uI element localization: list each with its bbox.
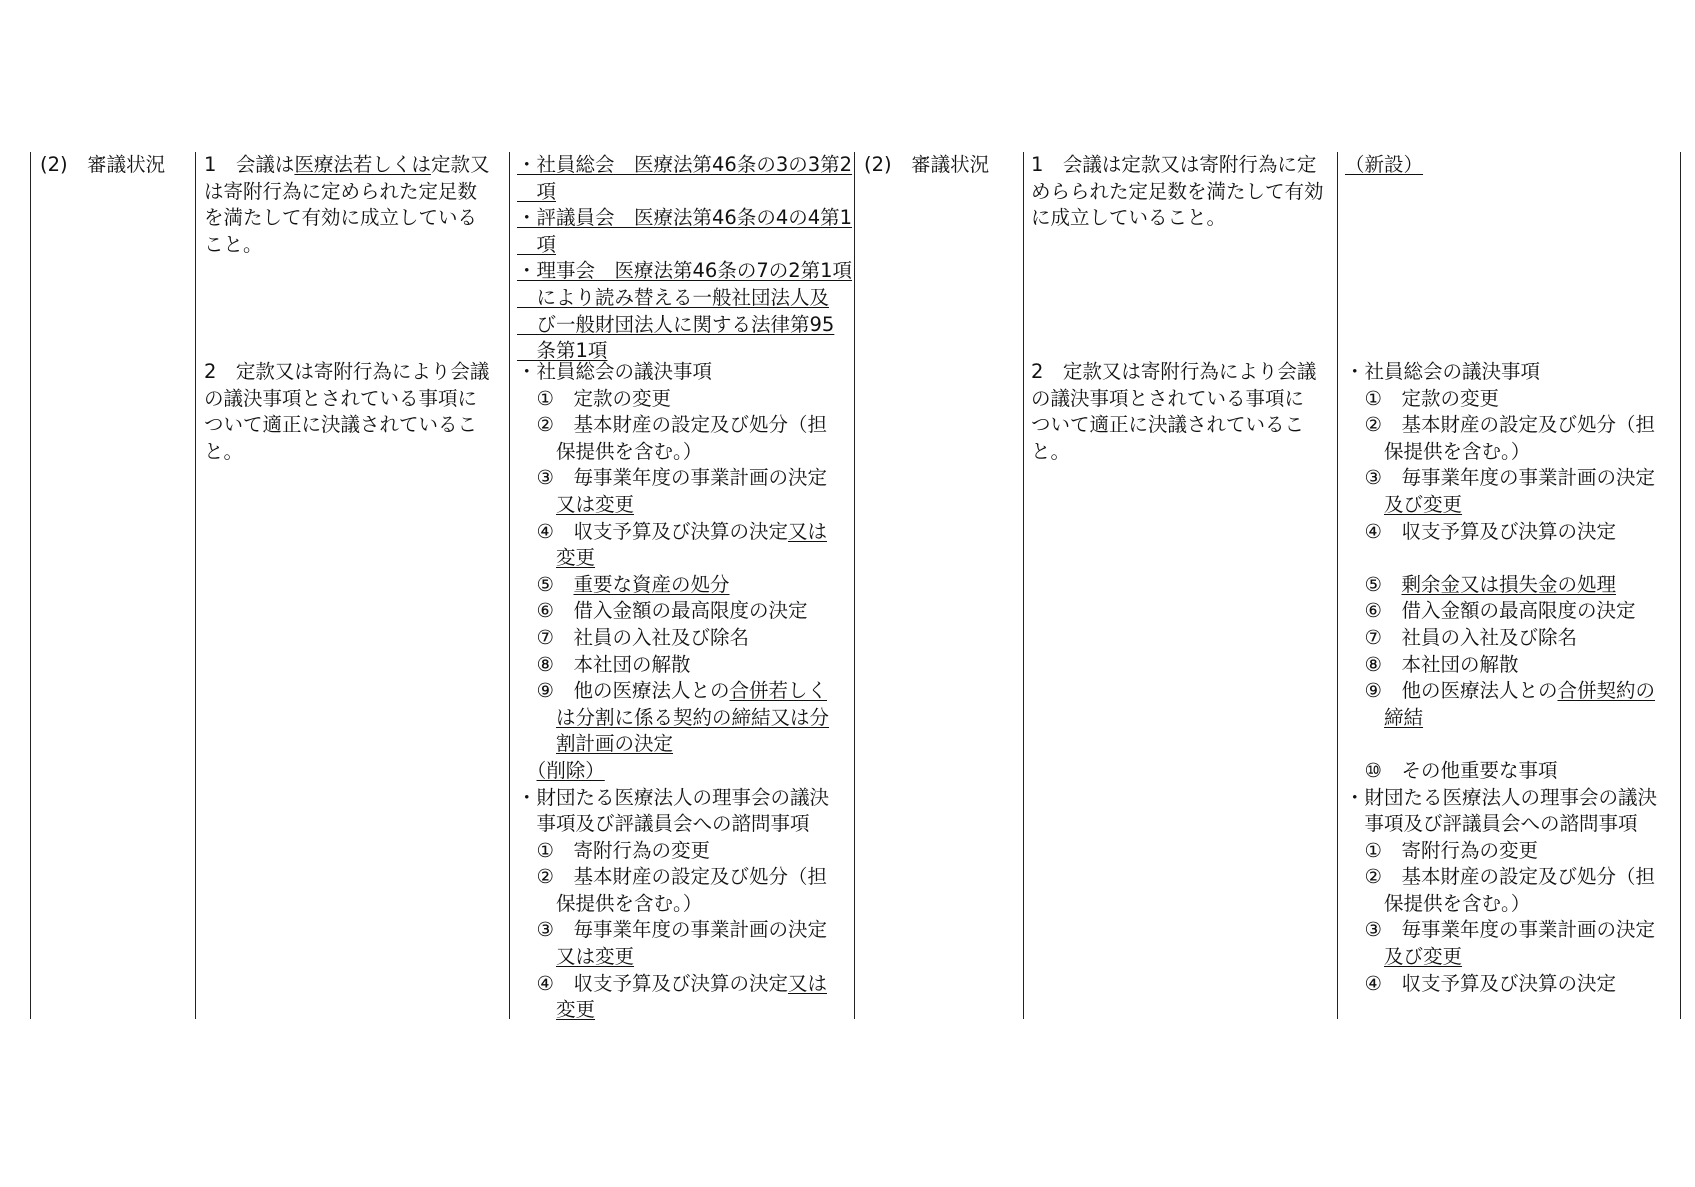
text-line [1345,412,1657,439]
text-segment: 1 会議は定款又は寄附行為に定 [1031,153,1317,176]
text-line [517,758,829,785]
text-line [517,492,829,519]
column-rule [1337,152,1338,1019]
text-segment: ② 基本財産の設定及び処分（担 [517,413,827,437]
text-segment: ① 定款の変更 [517,386,671,410]
text-line [517,519,829,546]
text-segment: ⑩ その他重要な事項 [1345,758,1558,782]
text-segment: 事項及び評議員会への諮問事項 [517,812,810,836]
underlined-segment: 重要な資産の処分 [573,572,730,596]
text-line [517,572,829,599]
text-line [1345,678,1657,705]
text-line [517,811,829,838]
text-segment: ⑥ 借入金額の最高限度の決定 [1345,599,1636,623]
underlined-segment: ・理事会 医療法第46条の7の2第1項 [517,259,853,283]
text-segment: 1 会議は [204,153,295,176]
text-line [517,971,829,998]
column-rule [854,152,855,1019]
text-line [1345,652,1657,679]
right-criteria-1 [1031,152,1324,232]
underlined-segment: 合併契約の [1557,679,1655,703]
text-line [517,412,829,439]
text-line [517,439,829,466]
text-line [517,864,829,891]
text-line [204,439,489,466]
text-line [1345,971,1657,998]
text-segment: は寄附行為に定められた定足数 [204,179,478,203]
text-line [1345,359,1657,386]
text-segment: ③ 毎事業年度の事業計画の決定 [1345,918,1655,942]
text-segment: と。 [1031,439,1071,463]
column-rule [1680,152,1681,1019]
text-line [517,232,852,259]
left-notes-legal-basis [517,152,852,365]
text-line [517,731,829,758]
column-rule [1023,152,1024,1019]
text-segment: ④ 収支予算及び決算の決定 [517,971,788,995]
text-segment: ② 基本財産の設定及び処分（担 [1345,413,1655,437]
text-line [1345,152,1423,179]
text-line [1345,917,1657,944]
text-line [1345,598,1657,625]
underlined-segment: は分割に係る契約の締結又は分 [556,705,830,729]
text-segment: ⑦ 社員の入社及び除名 [517,625,749,649]
text-segment: ⑤ [1345,572,1402,596]
text-segment [517,493,556,516]
text-line [1031,205,1324,232]
underlined-segment: 項 [517,179,557,203]
text-segment: と。 [204,439,244,463]
underlined-segment: 又は [787,519,827,543]
text-line [517,179,852,206]
text-segment: ・社員総会の議決事項 [517,360,713,383]
text-line [1345,465,1657,492]
text-segment: 保提供を含む。） [517,439,703,463]
left-notes-resolution-items [517,359,829,1024]
underlined-segment: 又は [787,971,827,995]
underlined-segment: 項 [517,232,557,256]
text-line [1031,412,1316,439]
text-line [1345,811,1657,838]
text-line [517,598,829,625]
text-segment: ③ 毎事業年度の事業計画の決定 [517,466,827,490]
text-line [517,652,829,679]
text-segment: ④ 収支予算及び決算の決定 [1345,971,1616,995]
text-line [1031,152,1324,179]
text-line [1345,439,1657,466]
text-segment: ⑨ 他の医療法人との [517,679,730,703]
underlined-segment: 変更 [556,998,596,1022]
left-criteria-1 [204,152,489,258]
text-line [1345,731,1657,758]
left-criteria-2 [204,359,489,465]
text-segment: ⑧ 本社団の解散 [517,652,691,676]
text-segment: ③ 毎事業年度の事業計画の決定 [517,918,827,942]
text-line [1345,386,1657,413]
underlined-segment: 医療法若しくは [294,153,431,176]
text-line [1345,838,1657,865]
text-segment: 保提供を含む。） [517,891,703,915]
text-segment: 定款又 [430,153,490,176]
text-segment: ・財団たる医療法人の理事会の議決 [1345,785,1658,809]
text-line [517,785,829,812]
text-line [517,891,829,918]
left-section-column [40,152,190,179]
text-segment: 2 定款又は寄附行為により会議 [1031,360,1317,383]
text-segment [517,546,556,569]
text-line [517,359,829,386]
text-segment: めらられた定足数を満たして有効 [1031,179,1324,203]
text-segment: 2 定款又は寄附行為により会議 [204,360,490,383]
text-segment: の議決事項とされている事項に [1031,386,1305,410]
text-line [1345,705,1657,732]
text-segment [1345,706,1384,729]
left-section-title: (2) 審議状況 [40,153,166,176]
text-segment [1345,945,1384,968]
column-rule [30,152,31,1019]
text-segment: ・財団たる医療法人の理事会の議決 [517,785,830,809]
text-line [1345,758,1657,785]
text-segment: ② 基本財産の設定及び処分（担 [517,865,827,889]
text-line [517,678,829,705]
underlined-segment: 又は変更 [556,492,635,516]
underlined-segment: ・評議員会 医療法第46条の4の4第1 [517,206,853,230]
text-line [517,625,829,652]
text-segment [517,998,556,1021]
underlined-segment: 及び変更 [1384,492,1463,516]
text-line [517,152,852,179]
underlined-segment: 合併若しく [729,679,827,703]
text-segment: に成立していること。 [1031,206,1227,230]
text-segment: ① 寄附行為の変更 [517,838,710,862]
text-segment [1345,493,1384,516]
underlined-segment: により読み替える一般社団法人及 [517,285,830,309]
text-line [517,944,829,971]
right-criteria-2 [1031,359,1316,465]
text-segment: ② 基本財産の設定及び処分（担 [1345,865,1655,889]
text-line [517,386,829,413]
text-line [204,386,489,413]
text-line [1345,519,1657,546]
text-line [1345,891,1657,918]
text-segment: ④ 収支予算及び決算の決定 [517,519,788,543]
text-line [1345,944,1657,971]
underlined-segment: 割計画の決定 [556,732,674,756]
text-line [1345,572,1657,599]
text-line [517,258,852,285]
underlined-segment: ・社員総会 医療法第46条の3の3第2 [517,153,853,176]
underlined-segment: 及び変更 [1384,945,1463,969]
text-line [1345,545,1657,572]
text-line [204,232,489,259]
text-segment: 保提供を含む。） [1345,439,1531,463]
underlined-segment: 変更 [556,546,596,570]
text-line [1345,864,1657,891]
text-line [517,838,829,865]
text-line [517,312,852,339]
text-segment: ⑥ 借入金額の最高限度の決定 [517,599,808,623]
underlined-segment: 締結 [1384,705,1424,729]
text-line [204,412,489,439]
text-segment: ③ 毎事業年度の事業計画の決定 [1345,466,1655,490]
text-line [517,205,852,232]
text-segment: ① 定款の変更 [1345,386,1499,410]
text-line [1345,625,1657,652]
text-segment: 事項及び評議員会への諮問事項 [1345,812,1638,836]
underlined-segment: （新設） [1345,153,1424,176]
text-segment: ・社員総会の議決事項 [1345,360,1541,383]
underlined-segment: 又は変更 [556,945,635,969]
underlined-segment: び一般財団法人に関する法律第95 [517,312,835,336]
text-line [204,179,489,206]
text-line [204,359,489,386]
text-line [1031,179,1324,206]
text-line [1345,492,1657,519]
text-line [517,545,829,572]
text-segment [517,732,556,755]
right-notes-resolution-items [1345,359,1657,997]
right-section-column [864,152,1019,179]
text-segment: を満たして有効に成立している [204,206,478,230]
text-segment: の議決事項とされている事項に [204,386,478,410]
text-segment: 保提供を含む。） [1345,891,1531,915]
text-segment: ⑧ 本社団の解散 [1345,652,1519,676]
text-line [517,465,829,492]
text-segment: こと。 [204,232,263,256]
text-segment: ついて適正に決議されているこ [204,413,478,437]
text-line [517,997,829,1024]
text-line [517,285,852,312]
right-notes-new [1345,152,1423,179]
underlined-segment: 条第1項 [517,339,608,363]
text-segment [517,706,556,729]
underlined-segment: （削除） [536,758,605,782]
text-line [1031,359,1316,386]
text-line [1031,439,1316,466]
text-segment: ⑦ 社員の入社及び除名 [1345,625,1577,649]
right-section-title: (2) 審議状況 [864,153,990,176]
text-line [204,152,489,179]
text-line [517,705,829,732]
text-segment: ① 寄附行為の変更 [1345,838,1538,862]
text-segment [517,759,537,782]
text-line [204,205,489,232]
column-rule [195,152,196,1019]
column-rule [509,152,510,1019]
text-line [517,917,829,944]
text-segment: ついて適正に決議されているこ [1031,413,1305,437]
text-line [1031,386,1316,413]
text-segment [517,945,556,968]
underlined-segment: 剰余金又は損失金の処理 [1401,572,1616,596]
text-segment: ④ 収支予算及び決算の決定 [1345,519,1616,543]
text-line [1345,785,1657,812]
text-segment: ⑤ [517,572,574,596]
text-segment: ⑨ 他の医療法人との [1345,679,1558,703]
